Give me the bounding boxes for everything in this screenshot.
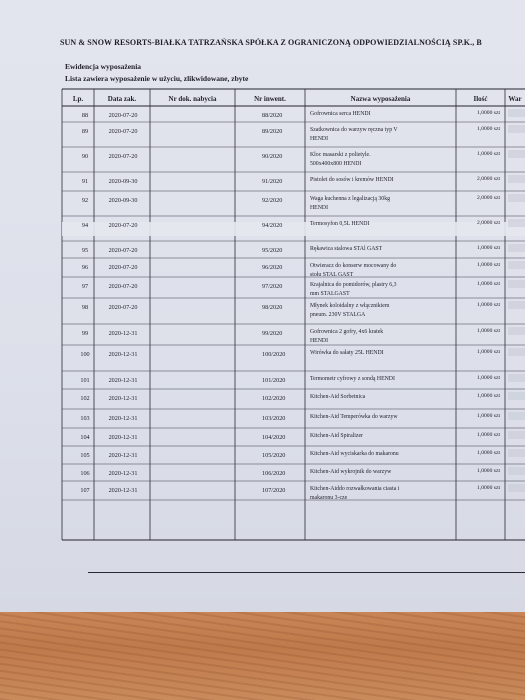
row-value-smudge [508,261,525,269]
row-quantity: 1,0000 szt [477,432,500,438]
row-item-name-line: Młynek koloidalny z włącznikiem [310,303,390,309]
row-value-smudge [508,125,525,133]
row-lp: 89 [81,128,89,135]
row-purchase-date: 2020-07-20 [108,222,138,229]
row-value-smudge [508,412,525,420]
row-inventory-number: 101/2020 [262,377,286,384]
row-inventory-number: 89/2020 [262,128,283,135]
row-purchase-date: 2020-12-31 [108,470,138,477]
row-inventory-number: 105/2020 [262,452,286,459]
row-item-name-line: Kitchen-Aid Temperówka do warzyw [310,414,398,420]
row-purchase-date: 2020-12-31 [108,330,138,337]
company-name: SUN & SNOW RESORTS-BIAŁKA TATRZAŃSKA SPÓŁKA Z OGRANICZONĄ ODPOWIEDZIALNOŚCIĄ SP.K., B [60,38,482,47]
row-item-name-line: Waga kuchenna z legalizacją 30kg [310,196,391,202]
row-quantity: 1,0000 szt [477,413,500,419]
row-purchase-date: 2020-12-31 [108,351,138,358]
row-value-smudge [508,175,525,183]
row-lp: 97 [81,283,89,290]
row-inventory-number: 98/2020 [262,304,283,311]
row-quantity: 1,0000 szt [477,245,500,251]
row-item-name-line: makaronu 3-cze [310,495,348,501]
row-item-name-line: Kitchen-Aid wykrojnik do warzyw [310,469,392,475]
row-inventory-number: 103/2020 [262,415,286,422]
row-quantity: 1,0000 szt [477,485,500,491]
column-header-1: Data zak. [107,95,137,103]
row-purchase-date: 2020-07-20 [108,112,138,119]
row-quantity: 1,0000 szt [477,302,500,308]
row-purchase-date: 2020-09-30 [108,197,138,204]
row-value-smudge [508,219,525,227]
row-quantity: 1,0000 szt [477,281,500,287]
row-item-name-line: Kloc masarski z polietyle. [310,152,371,158]
row-value-smudge [508,484,525,492]
row-purchase-date: 2020-07-20 [108,304,138,311]
row-value-smudge [508,150,525,158]
row-quantity: 1,0000 szt [477,349,500,355]
row-purchase-date: 2020-09-30 [108,178,138,185]
row-item-name-line: Termosyfon 0,5L HENDI [310,221,370,227]
section-title: Ewidencja wyposażenia [65,62,142,71]
row-value-smudge [508,194,525,202]
row-value-smudge [508,467,525,475]
row-item-name-line: Kitchen-Aid Spiralizer [310,433,363,439]
row-item-name-line: Wirówka do sałaty 25L HENDI [310,350,384,356]
column-header-3: Nr inwent. [254,95,286,103]
row-lp: 101 [80,377,90,384]
row-inventory-number: 99/2020 [262,330,283,337]
row-value-smudge [508,374,525,382]
row-lp: 91 [81,178,89,185]
row-quantity: 1,0000 szt [477,328,500,334]
row-lp: 106 [80,470,90,477]
row-inventory-number: 95/2020 [262,247,283,254]
row-item-name-line: Szatkownica do warzyw ręczna typ V [310,127,398,133]
row-lp: 99 [81,330,89,337]
row-item-name-line: Krajalnica do pomidorów, plastry 6,3 [310,282,397,288]
row-inventory-number: 91/2020 [262,178,283,185]
row-quantity: 1,0000 szt [477,468,500,474]
row-quantity: 1,0000 szt [477,450,500,456]
row-item-name-line: Kitchen-Aid wyciskarka do makaronu [310,451,399,457]
row-quantity: 1,0000 szt [477,151,500,157]
column-header-0: Lp. [72,95,84,103]
row-item-name-line: Rękawica stalowa STAl GAST [310,246,383,252]
row-lp: 100 [80,351,90,358]
row-quantity: 2,0000 szt [477,176,500,182]
row-item-name-line: HENDI [310,136,329,142]
row-purchase-date: 2020-12-31 [108,487,138,494]
row-purchase-date: 2020-12-31 [108,377,138,384]
row-inventory-number: 94/2020 [262,222,283,229]
row-inventory-number: 88/2020 [262,112,283,119]
row-inventory-number: 104/2020 [262,434,286,441]
row-inventory-number: 107/2020 [262,487,286,494]
row-value-smudge [508,109,525,117]
row-item-name-line: 500x400x800 HENDI [310,161,362,167]
list-subtitle: Lista zawiera wyposażenie w użyciu, zlikwidowane, zbyte [65,74,249,83]
row-inventory-number: 97/2020 [262,283,283,290]
row-lp: 92 [81,197,89,204]
row-purchase-date: 2020-12-31 [108,434,138,441]
row-quantity: 2,0000 szt [477,220,500,226]
row-inventory-number: 106/2020 [262,470,286,477]
row-purchase-date: 2020-07-20 [108,128,138,135]
row-item-name-line: stołu STAL GAST [310,272,354,278]
row-inventory-number: 90/2020 [262,153,283,160]
row-purchase-date: 2020-07-20 [108,283,138,290]
column-header-4: Nazwa wyposażenia [350,95,411,103]
row-item-name-line: Gofrownica serca HENDI [310,111,371,117]
row-item-name-line: Otwieracz do konserw mocowany do [310,263,397,269]
row-item-name-line: Kitchen-Aiddo rozwałkowania ciasta i [310,486,400,492]
row-purchase-date: 2020-07-20 [108,153,138,160]
row-lp: 95 [81,247,89,254]
row-lp: 104 [80,434,90,441]
row-purchase-date: 2020-12-31 [108,415,138,422]
row-purchase-date: 2020-12-31 [108,395,138,402]
row-quantity: 2,0000 szt [477,195,500,201]
row-item-name-line: Kitchen-Aid Sorbetnica [310,394,366,400]
row-lp: 96 [81,264,89,271]
row-quantity: 1,0000 szt [477,375,500,381]
row-value-smudge [508,348,525,356]
row-value-smudge [508,431,525,439]
row-lp: 105 [80,452,90,459]
column-header-2: Nr dok. nabycia [168,95,217,103]
row-quantity: 1,0000 szt [477,262,500,268]
row-lp: 107 [80,487,90,494]
row-quantity: 1,0000 szt [477,110,500,116]
column-header-5: Ilość [473,95,488,103]
row-item-name-line: Gofrownica 2 gofry, 4x6 kratek [310,329,384,335]
row-value-smudge [508,392,525,400]
row-inventory-number: 100/2020 [262,351,286,358]
row-lp: 98 [81,304,89,311]
row-inventory-number: 92/2020 [262,197,283,204]
row-item-name-line: Termometr cyfrowy z sondą HENDI [310,376,395,382]
row-item-name-line: Pistolet do sosów i kremów HENDI [310,177,394,183]
row-value-smudge [508,280,525,288]
row-purchase-date: 2020-07-20 [108,247,138,254]
row-purchase-date: 2020-12-31 [108,452,138,459]
row-inventory-number: 102/2020 [262,395,286,402]
row-quantity: 1,0000 szt [477,393,500,399]
row-lp: 103 [80,415,90,422]
row-purchase-date: 2020-07-20 [108,264,138,271]
row-value-smudge [508,449,525,457]
row-value-smudge [508,327,525,335]
footer-rule [88,572,525,573]
row-inventory-number: 96/2020 [262,264,283,271]
row-quantity: 1,0000 szt [477,126,500,132]
row-lp: 94 [81,222,89,229]
wooden-table-surface [0,612,525,700]
row-item-name-line: pneum. 230V STALGA [310,312,366,318]
row-lp: 90 [81,153,89,160]
row-lp: 88 [81,112,89,119]
row-value-smudge [508,301,525,309]
row-item-name-line: HENDI [310,205,329,211]
row-lp: 102 [80,395,90,402]
row-value-smudge [508,244,525,252]
row-item-name-line: HENDI [310,338,329,344]
column-header-6: War [508,95,522,103]
row-item-name-line: mm STALGAST [310,291,350,297]
